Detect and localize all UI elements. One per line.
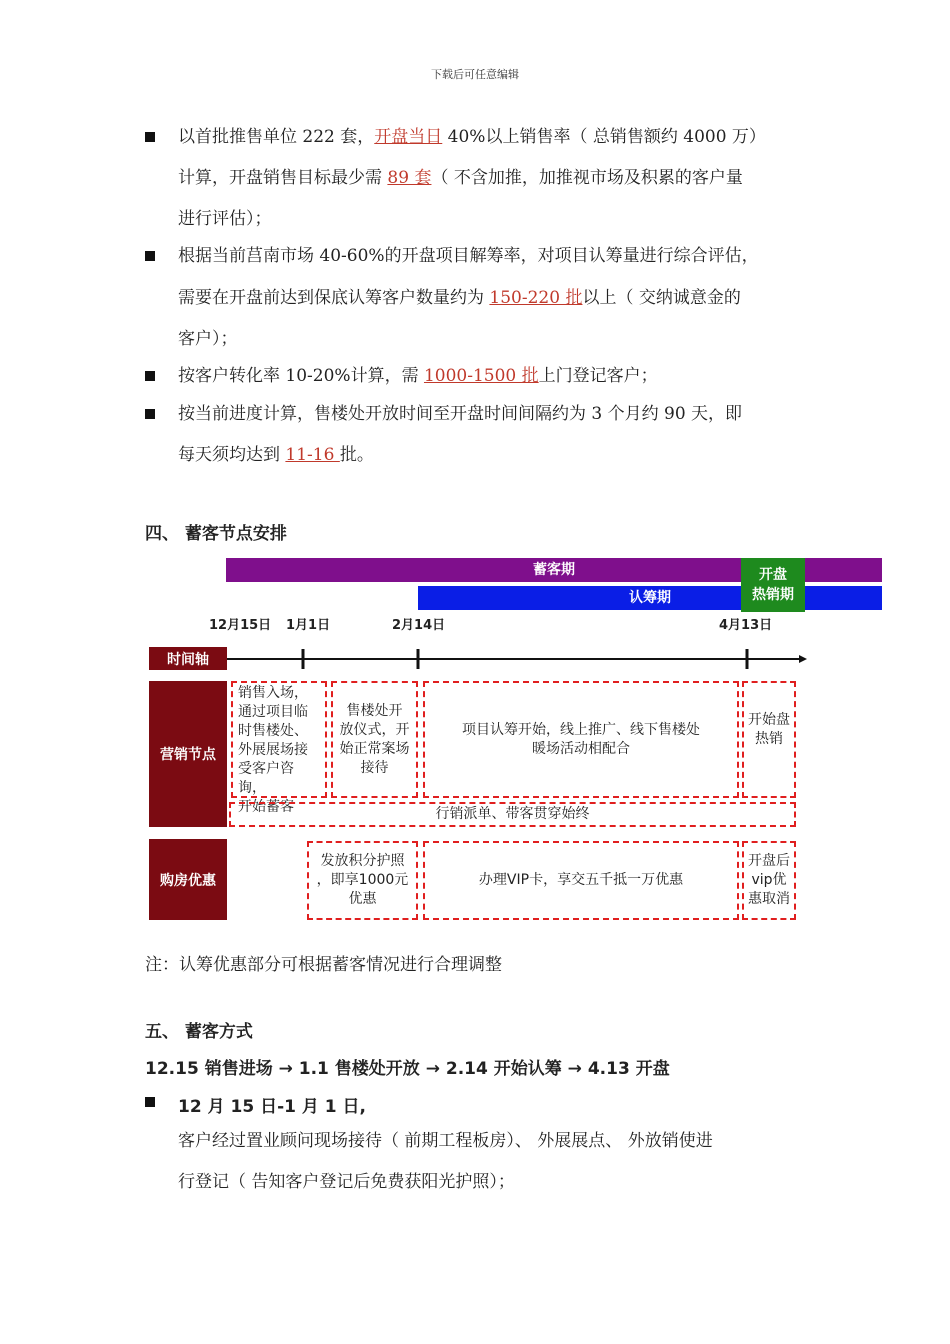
bar-xuke-period: 蓄客期 (226, 558, 882, 582)
date-feb-14: 2月14日 (392, 618, 446, 633)
offer-2: 办理VIP卡，享交五千抵一万优惠 (423, 841, 739, 920)
bullet-1-line-1: 以首批推售单位 222 套，开盘当日 40%以上销售率（ 总销售额约 4000 万） (178, 127, 766, 147)
bar-kaipan-line-2: 热销期 (752, 587, 794, 603)
timeline-label: 时间轴 (149, 647, 227, 670)
page-header: 下载后可任意编辑 (431, 68, 519, 81)
bullet-5-line-1: 客户经过置业顾问现场接待（ 前期工程板房）、 外展展点、 外放销使进 (178, 1131, 713, 1151)
marketing-node-4-line: 热销 (755, 731, 783, 747)
bullet-2-line-2: 需要在开盘前达到保底认筹客户数量约为 150-220 批以上（ 交纳诚意金的 (178, 288, 741, 308)
bullet-2-line-1: 根据当前莒南市场 40-60%的开盘项目解筹率，对项目认筹量进行综合评估， (178, 246, 759, 266)
bar-kaipan-line-1: 开盘 (759, 567, 787, 583)
timeline-axis (227, 646, 810, 672)
section-5-heading: 五、 蓄客方式 (145, 1022, 253, 1042)
marketing-node-1-line: 外展展场接 (238, 742, 308, 758)
bullet-3-line-1: 按客户转化率 10-20%计算，需 1000-1500 批上门登记客户； (178, 366, 658, 386)
bullet-4-line-2: 每天须均达到 11-16 批。 (178, 445, 374, 465)
marketing-node-1-line: 时售楼处、 (238, 723, 308, 739)
bullet-1-line-2: 计算，开盘销售目标最少需 89 套（ 不含加推，加推视市场及积累的客户量 (178, 168, 743, 188)
offer-1-line: ，即享1000元 (316, 872, 409, 888)
marketing-node-1 (231, 681, 327, 815)
date-apr-13: 4月13日 (719, 618, 773, 633)
marketing-node-1-line: 受客户咨询， (238, 761, 294, 796)
timeline-diagram (145, 556, 810, 926)
marketing-node-2-line: 接待 (360, 759, 389, 776)
section-4-heading: 四、 蓄客节点安排 (145, 524, 287, 544)
marketing-node-2-line: 放仪式，开 (339, 721, 410, 738)
purchase-offers-label: 购房优惠 (149, 839, 227, 920)
bullet-icon (145, 409, 155, 419)
bullet-icon (145, 251, 155, 261)
marketing-node-2-line: 售楼处开 (346, 702, 403, 719)
bullet-2-line-3: 客户）； (178, 329, 238, 349)
bullet-5-line-2: 行登记（ 告知客户登记后免费获阳光护照）； (178, 1172, 515, 1192)
marketing-node-3 (423, 681, 739, 798)
bullet-4-line-1: 按当前进度计算，售楼处开放时间至开盘时间间隔约为 3 个月约 90 天，即 (178, 404, 743, 424)
bullet-icon (145, 132, 155, 142)
offer-1-line: 发放积分护照 (320, 853, 405, 869)
diagram-note: 注：认筹优惠部分可根据蓄客情况进行合理调整 (145, 955, 502, 975)
marketing-node-1-line: 销售入场， (238, 685, 308, 701)
flow-line: 12.15 销售进场 → 1.1 售楼处开放 → 2.14 开始认筹 → 4.13 开盘 (145, 1059, 670, 1079)
bullet-icon (145, 1097, 155, 1107)
marketing-node-1-line: 开始蓄客 (238, 799, 294, 815)
marketing-node-3-line: 项目认筹开始，线上推广、线下售楼处 (462, 721, 700, 738)
offer-3-line: 惠取消 (748, 891, 790, 907)
offer-3-line: 开盘后 (748, 853, 790, 869)
offer-3-line: vip优 (751, 872, 787, 888)
marketing-node-2 (331, 681, 418, 798)
marketing-nodes-label: 营销节点 (149, 681, 227, 827)
offer-1-line: 优惠 (348, 891, 377, 907)
marketing-node-continuous: 行销派单、带客贯穿始终 (229, 802, 796, 827)
marketing-node-3-line: 暖场活动相配合 (532, 740, 630, 757)
bullet-5-title: 12 月 15 日-1 月 1 日, (178, 1097, 366, 1117)
offer-3 (742, 841, 796, 920)
marketing-node-4-line: 开始盘 (748, 712, 790, 728)
marketing-node-2-line: 始正常案场 (339, 740, 410, 757)
date-dec-15: 12月15日 (209, 618, 272, 633)
bar-kaipan-period (741, 558, 805, 612)
offer-1 (307, 841, 418, 920)
marketing-node-4 (742, 681, 796, 798)
bar-renchou-period: 认筹期 (418, 586, 882, 610)
bullet-icon (145, 371, 155, 381)
marketing-node-1-line: 通过项目临 (238, 704, 308, 720)
date-jan-1: 1月1日 (286, 618, 331, 633)
bullet-1-line-3: 进行评估）； (178, 209, 272, 229)
